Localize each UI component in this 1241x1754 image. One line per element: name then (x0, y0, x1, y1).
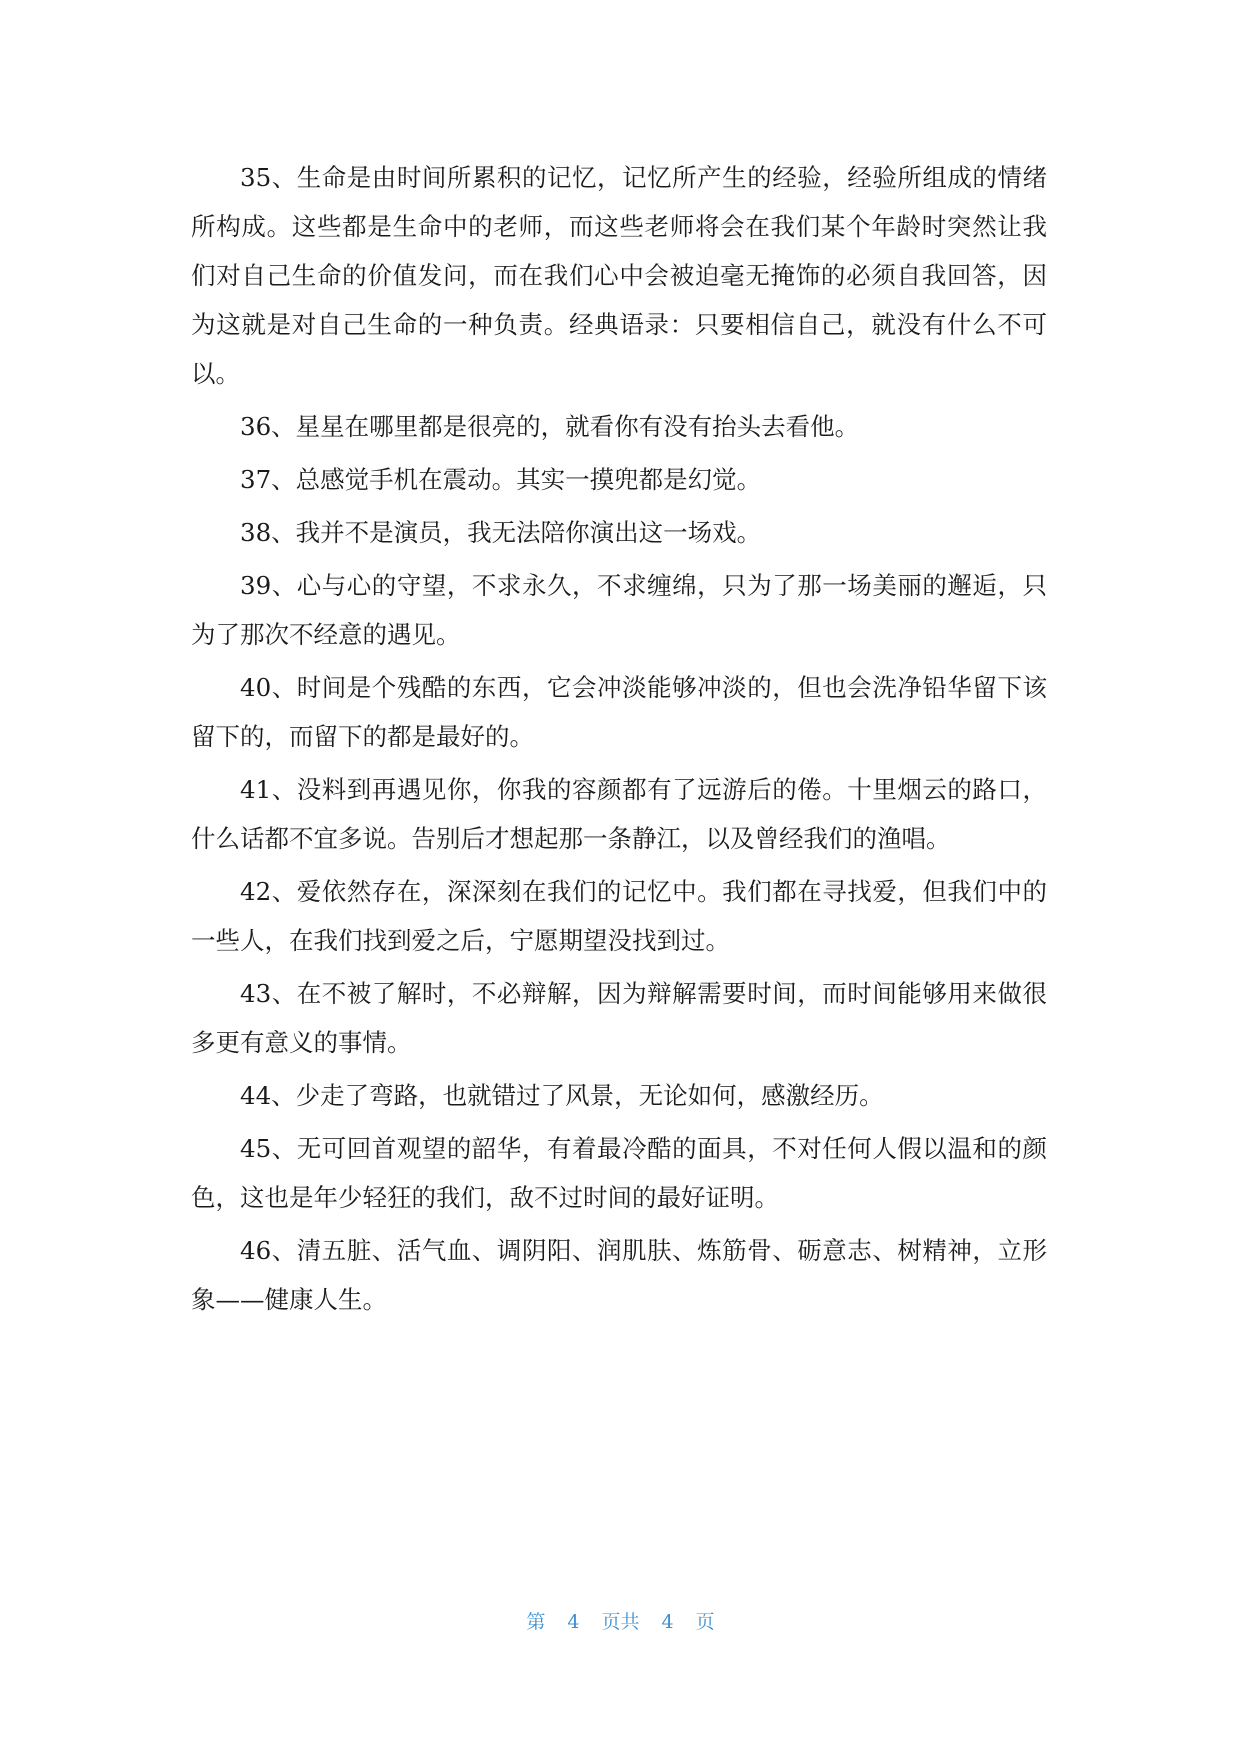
footer-current-page: 4 (567, 1611, 580, 1633)
paragraph-35: 35、生命是由时间所累积的记忆，记忆所产生的经验，经验所组成的情绪所构成。这些都是生命中的老师，而这些老师将会在我们某个年龄时突然让我们对自己生命的价值发问，而在我们心中会被迫毫无掩饰的必须自我回答，因为这就是对自己生命的一种负责。经典语录：只要相信自己，就没有什么不可以。 (191, 163, 1047, 388)
document-body (191, 153, 1047, 1328)
page-footer (0, 1607, 1241, 1634)
footer-total-pages: 4 (661, 1611, 674, 1633)
paragraph-38: 38、我并不是演员，我无法陪你演出这一场戏。 (240, 518, 762, 547)
paragraph-44: 44、少走了弯路，也就错过了风景，无论如何，感激经历。 (240, 1081, 884, 1110)
paragraph-41: 41、没料到再遇见你，你我的容颜都有了远游后的倦。十里烟云的路口，什么话都不宜多说。告别后才想起那一条静江，以及曾经我们的渔唱。 (191, 775, 1047, 853)
footer-page-word: 第 (526, 1611, 546, 1633)
footer-page-end: 页 (695, 1611, 715, 1633)
paragraph-43: 43、在不被了解时，不必辩解，因为辩解需要时间，而时间能够用来做很多更有意义的事情。 (191, 979, 1047, 1057)
paragraph-45: 45、无可回首观望的韶华，有着最冷酷的面具，不对任何人假以温和的颜色，这也是年少轻狂的我们，敌不过时间的最好证明。 (191, 1134, 1047, 1212)
paragraph-37: 37、总感觉手机在震动。其实一摸兜都是幻觉。 (240, 465, 762, 494)
paragraph-39: 39、心与心的守望，不求永久，不求缠绵，只为了那一场美丽的邂逅，只为了那次不经意的遇见。 (191, 571, 1047, 649)
paragraph-46: 46、清五脏、活气血、调阴阳、润肌肤、炼筋骨、砺意志、树精神，立形象——健康人生。 (191, 1236, 1047, 1314)
paragraph-36: 36、星星在哪里都是很亮的，就看你有没有抬头去看他。 (240, 412, 860, 441)
footer-page-suffix: 页共 (601, 1611, 640, 1633)
paragraph-42: 42、爱依然存在，深深刻在我们的记忆中。我们都在寻找爱，但我们中的一些人，在我们找到爱之后，宁愿期望没找到过。 (191, 877, 1047, 955)
paragraph-40: 40、时间是个残酷的东西，它会冲淡能够冲淡的，但也会洗净铅华留下该留下的，而留下的都是最好的。 (191, 673, 1047, 751)
